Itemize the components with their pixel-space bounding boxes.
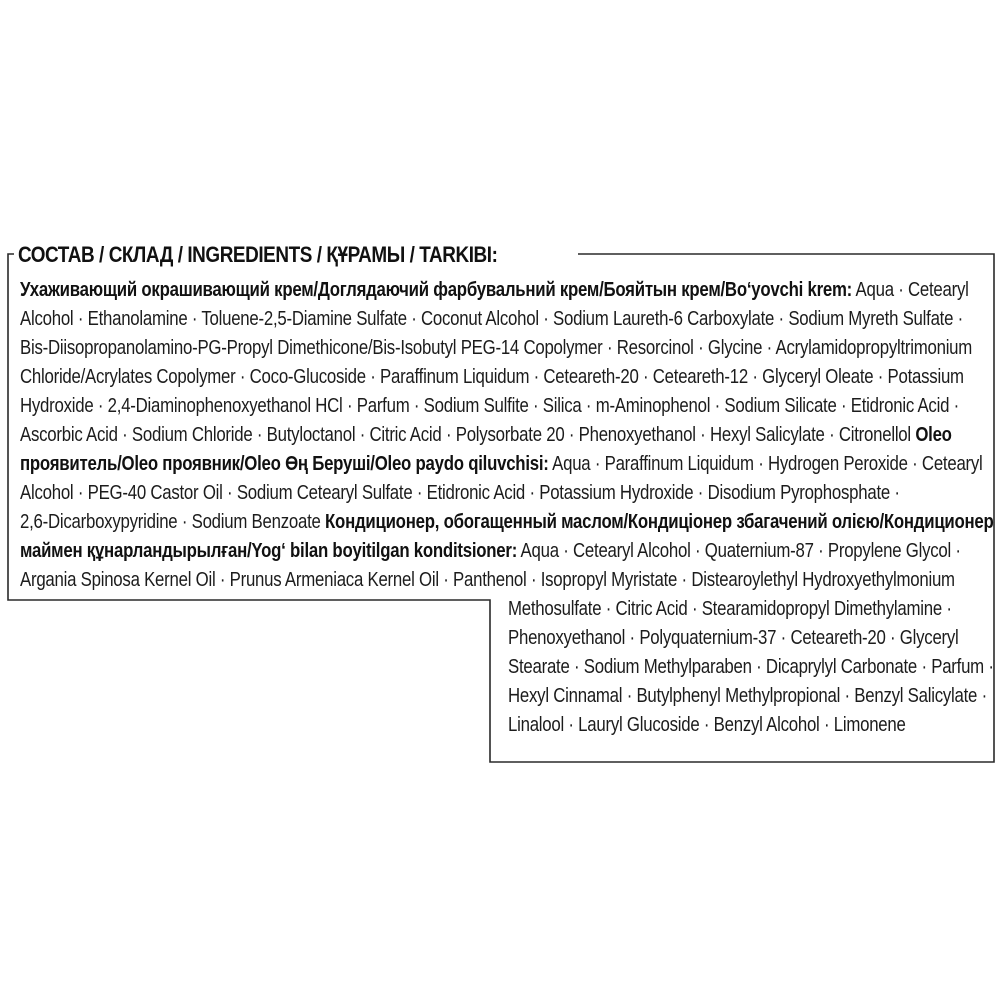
ingredient-line: Methosulfate · Citric Acid · Stearamidopropyl Dimethylamine · [508,597,952,620]
ingredients-heading: СОСТАВ / СКЛАД / INGREDIENTS / ҚҰРАМЫ / TARKIBI: [18,242,498,267]
ingredient-line: Hydroxide · 2,4-Diaminophenoxyethanol HCl · Parfum · Sodium Sulfite · Silica · m-Aminophenol · Sodium Silicate · Etidronic Acid · [20,394,959,417]
ingredient-line: маймен құнарландырылған/Yog‘ bilan boyitilgan konditsioner: Aqua · Cetearyl Alcohol · Quaternium-87 · Propylene Glycol · [20,539,961,562]
ingredient-line: Alcohol · PEG-40 Castor Oil · Sodium Cetearyl Sulfate · Etidronic Acid · Potassium Hydroxide · Disodium Pyrophosphate · [20,481,900,504]
ingredient-line: Phenoxyethanol · Polyquaternium-37 · Ceteareth-20 · Glyceryl [508,626,959,649]
ingredient-line: Stearate · Sodium Methylparaben · Dicaprylyl Carbonate · Parfum · [508,655,994,678]
ingredient-line: Ascorbic Acid · Sodium Chloride · Butyloctanol · Citric Acid · Polysorbate 20 · Phenoxyethanol · Hexyl Salicylate · Citronellol Oleo [20,423,952,446]
ingredient-line: Linalool · Lauryl Glucoside · Benzyl Alcohol · Limonene [508,713,906,736]
ingredient-line: проявитель/Oleo проявник/Oleo Өң Беруші/Oleo paydo qiluvchisi: Aqua · Paraffinum Liquidum · Hydrogen Peroxide · Cetearyl [20,452,983,475]
ingredient-line: Hexyl Cinnamal · Butylphenyl Methylpropional · Benzyl Salicylate · [508,684,987,707]
ingredient-line: Argania Spinosa Kernel Oil · Prunus Armeniaca Kernel Oil · Panthenol · Isopropyl Myristate · Distearoylethyl Hydroxyethylmonium [20,568,955,591]
ingredient-line: Bis-Diisopropanolamino-PG-Propyl Dimethicone/Bis-Isobutyl PEG-14 Copolymer · Resorcinol · Glycine · Acrylamidopropyltrimonium [20,336,973,359]
ingredient-line: 2,6-Dicarboxypyridine · Sodium Benzoate Кондиционер, обогащенный маслом/Кондиціонер збагачений олією/Кондиционер [20,510,994,533]
ingredient-line: Alcohol · Ethanolamine · Toluene-2,5-Diamine Sulfate · Coconut Alcohol · Sodium Laureth-6 Carboxylate · Sodium Myreth Sulfate · [20,307,963,330]
ingredient-line: Chloride/Acrylates Copolymer · Coco-Glucoside · Paraffinum Liquidum · Ceteareth-20 · Ceteareth-12 · Glyceryl Oleate · Potassium [20,365,964,388]
ingredient-line: Ухаживающий окрашивающий крем/Доглядаючий фарбувальний крем/Бояйтын крем/Bo‘yovchi krem: Aqua · Cetearyl [20,278,969,301]
